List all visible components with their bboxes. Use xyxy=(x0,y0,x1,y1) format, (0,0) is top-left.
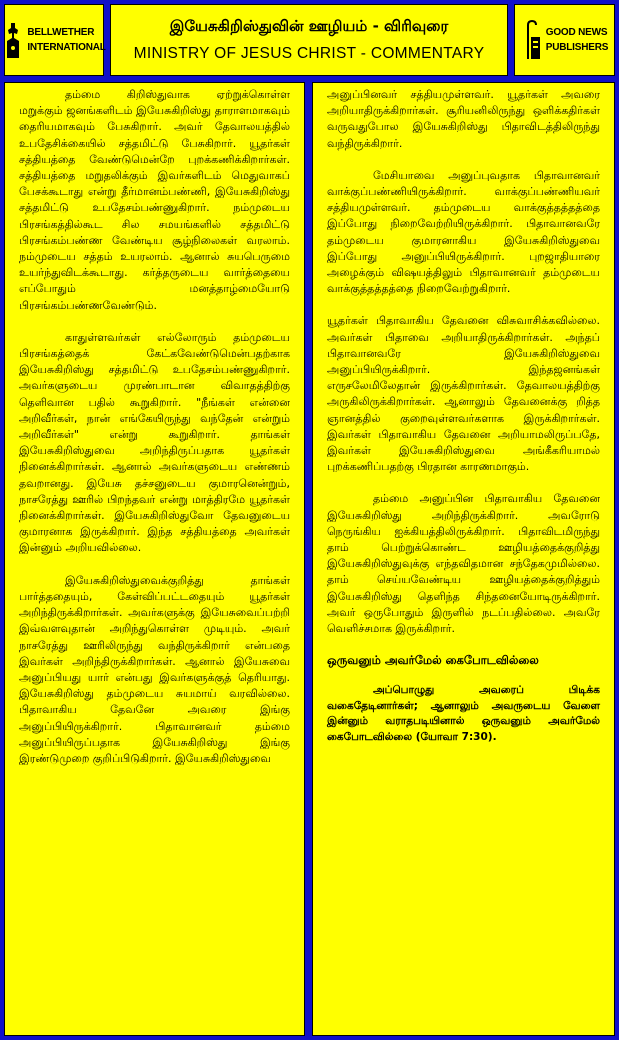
paragraph: தம்மை அனுப்பின பிதாவாகிய தேவனை இயேசுகிறிஸ்து அறிந்திருக்கிறார். அவரோடு நெருங்கிய ஐக்கியத்திலிருக்கிறார். பிதாவிடமிருந்து தாம் பெற்றுக்கொண்ட ஊழியத்தைக்குறித்து இயேசுகிறிஸ்துவுக்கு எந்தவிதமான சந்தேகமுமில்லை. தாம் செய்யவேண்டிய ஊழியத்தைக்குறித்தும் இயேசுகிறிஸ்து தெளிந்த சிந்தனையோடிருக்கிறார். அவர் ஒருபோதும் இருளில் நடப்பதில்லை. அவரே வெளிச்சமாக இருக்கிறார். xyxy=(327,492,600,636)
paragraph: தம்மை கிறிஸ்துவாக ஏற்றுக்கொள்ள மறுக்கும் ஜனங்களிடம் இயேசுகிறிஸ்து தாராளமாகவும் தைரியமாகவும் பேசுகிறார். அவர் தேவாலயத்தில் உபதேசிக்கையில் சத்தமிட்டு பேசுகிறார். யூதர்கள் சத்தியத்தை வேண்டுமென்றே புறக்கணிக்கிறார்கள். சத்தியத்தை மறுதலிக்கும் இவர்களிடம் மெதுவாகப் பேசக்கூடாது என்று தீர்மானம்பண்ணி, இயேசுகிறிஸ்து சத்தமிட்டு உபதேசம்பண்ணுகிறார். நம்முடைய பிரசங்கத்தில்கூட சில சமயங்களில் சத்தமிட்டு பிரசங்கம்பண்ண வேண்டிய சூழ்நிலைகள் வரலாம். நம்முடைய சத்தம் உயரலாம். ஆனால் சுயபெருமை உயர்ந்துவிடக்கூடாது. கர்த்தருடைய வார்த்தையை எப்போதும் மனத்தாழ்மையோடு பிரசங்கம்பண்ணவேண்டும். xyxy=(19,88,290,312)
paragraph: மேசியாவை அனுப்புவதாக பிதாவானவர் வாக்குப்பண்ணியிருக்கிறார். வாக்குப்பண்ணியவர் சத்தியமுள்ளவர். தம்முடைய வாக்குத்தத்தத்தை இப்போது நிறைவேற்றியிருக்கிறார். பிதாவானவரே தம்முடைய குமாரனாகிய இயேசுகிறிஸ்துவை இப்போது அனுப்பியிருக்கிறார். புறஜாதியாரை அழைக்கும் விஷயத்திலும் பிதாவானவர் தம்முடைய வாக்குத்தத்தத்தை நிறைவேற்றுகிறார். xyxy=(327,168,600,296)
paragraph: அனுப்பினவர் சத்தியமுள்ளவர். யூதர்கள் அவரை அறியாதிருக்கிறார்கள். சூரியனிலிருந்து ஒளிக்கதிர்கள் வருவதுபோல இயேசுகிறிஸ்து பிதாவிடத்திலிருந்து வந்திருக்கிறார். xyxy=(327,88,600,150)
scripture-quote: அப்பொழுது அவரைப் பிடிக்க வகைதேடினார்கள்; ஆனாலும் அவருடைய வேளை இன்னும் வராதபடியினால் ஒருவனும் அவர்மேல் கைபோடவில்லை (யோவா 7:30). xyxy=(327,684,600,743)
good-news-logo-line1: GOOD NEWS xyxy=(545,27,608,38)
good-news-logo xyxy=(514,4,615,76)
bellwether-logo-line1: BELLWETHER xyxy=(27,27,95,38)
shepherd-staff-icon xyxy=(521,19,543,61)
paragraph: யூதர்கள் பிதாவாகிய தேவனை விசுவாசிக்கவில்லை. அவர்கள் பிதாவை அறியாதிருக்கிறார்கள். அந்தப் பிதாவானவரே இயேசுகிறிஸ்துவை அனுப்பியிருக்கிறார். இந்தஜனங்கள் எருசலேமிலேதான் இருக்கிறார்கள். தேவாலயத்திற்கு அருகிலிருக்கிறார்கள். ஆனாலும் தேவனைக்கு றித்த ஞானத்தில் குறைவுள்ளவர்களாக இருக்கிறார்கள். இவர்கள் பிதாவாகிய தேவனை அறியாமலிருப்பதே, இவர்கள் இயேசுகிறிஸ்துவை அங்கீகரியாமல் புறக்கணிப்பதற்கு பிரதான காரணமாகும். xyxy=(327,314,600,474)
good-news-logo-line2: PUBLISHERS xyxy=(545,42,609,53)
paragraph: இயேசுகிறிஸ்துவைக்குறித்து தாங்கள் பார்த்ததையும், கேள்விப்பட்டதையும் யூதர்கள் அறிந்திருக்கிறார்கள். அவர்களுக்கு இயேசுவைப்பற்றி இவ்வளவுதான் அறிந்துகொள்ள முடியும். அவர் நாசரேத்து ஊரிலிருந்து வந்திருக்கிறார் என்பதை இவர்கள் அறிந்திருக்கிறார்கள். ஆனால் இயேசுவை அனுப்பியது யார் என்பது இவர்களுக்குத் தெரியாது. இயேசுகிறிஸ்து தம்முடைய சுயமாய் வரவில்லை. பிதாவாகிய தேவனே அவரை இங்கு அனுப்பியிருக்கிறார். பிதாவானவர் தம்மை அனுப்பியிருப்பதாக இயேசுகிறிஸ்து இங்கு இரண்டுமுறை குறிப்பிடுகிறார். இயேசுகிறிஸ்துவை xyxy=(19,573,290,765)
bellwether-logo xyxy=(4,4,104,76)
title-english: MINISTRY OF JESUS CHRIST - COMMENTARY xyxy=(133,45,485,62)
title-banner xyxy=(110,4,508,76)
title-tamil: இயேசுகிறிஸ்துவின் ஊழியம் - விரிவுரை xyxy=(169,17,449,35)
bellwether-ram-icon xyxy=(2,20,24,60)
paragraph: காதுள்ளவர்கள் எல்லோரும் தம்முடைய பிரசங்கத்தைக் கேட்கவேண்டுமென்பதற்காக இயேசுகிறிஸ்து சத்தமிட்டு உபதேசம்பண்ணுகிறார். அவர்களுடைய முரண்பாடான விவாதத்திற்கு தெளிவான பதில் கூறுகிறார். "நீங்கள் என்னை அறிவீர்கள், நான் எங்கேயிருந்து வந்தேன் என்றும் அறிவீர்கள்" என்று கூறுகிறார். தாங்கள் இயேசுகிறிஸ்துவை அறிந்திருப்பதாக யூதர்கள் நினைக்கிறார்கள். ஆனால் அவர்களுடைய எண்ணம் தவறானது. இயேசு தச்சனுடைய குமாரனென்றும், நாசரேத்து ஊரில் பிறந்தவர் என்று மாத்திரமே யூதர்கள் நினைக்கிறார்கள். இயேசுகிறிஸ்துவோ தேவனுடைய குமாரனாக இருக்கிறார். இந்த சத்தியத்தை அவர்கள் இன்னும் அறியவில்லை. xyxy=(19,330,290,555)
right-column xyxy=(312,82,615,1036)
left-column xyxy=(4,82,305,1036)
section-heading: ஒருவனும் அவர்மேல் கைபோடவில்லை xyxy=(327,653,539,668)
bellwether-logo-line2: INTERNATIONAL xyxy=(27,42,106,53)
